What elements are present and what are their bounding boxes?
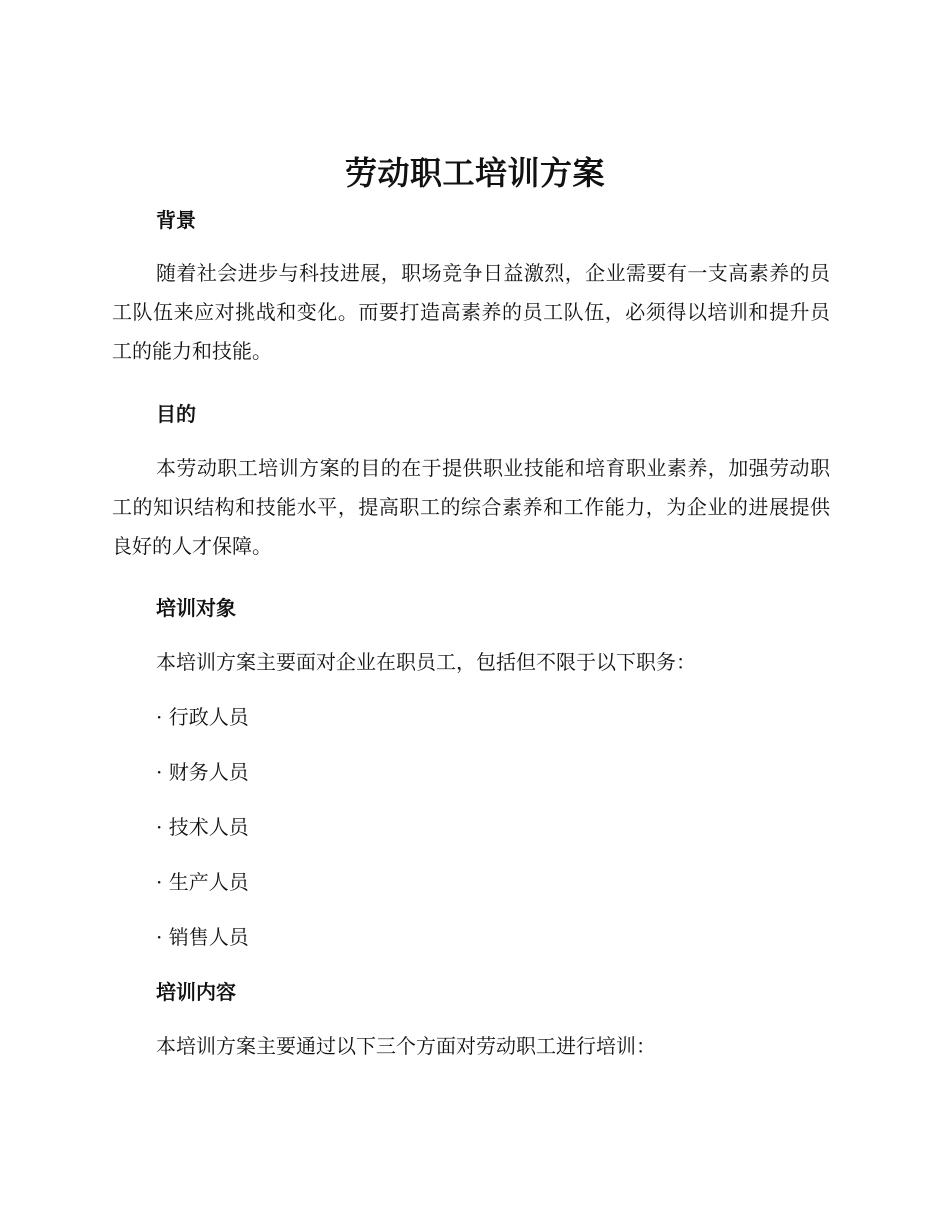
list-item: · 销售人员 bbox=[156, 925, 249, 949]
section-heading-purpose: 目的 bbox=[156, 402, 196, 426]
document-title: 劳动职工培训方案 bbox=[344, 154, 605, 192]
list-item: · 技术人员 bbox=[156, 815, 249, 839]
background-paragraph: 随着社会进步与科技进展，职场竞争日益激烈，企业需要有一支高素养的员工队伍来应对挑战和变化。而要打造高素养的员工队伍，必须得以培训和提升员工的能力和技能。 bbox=[112, 261, 830, 363]
purpose-paragraph: 本劳动职工培训方案的目的在于提供职业技能和培育职业素养，加强劳动职工的知识结构和技能水平，提高职工的综合素养和工作能力，为企业的进展提供良好的人才保障。 bbox=[112, 456, 830, 558]
targets-intro: 本培训方案主要面对企业在职员工，包括但不限于以下职务： bbox=[156, 650, 696, 674]
section-heading-content: 培训内容 bbox=[156, 980, 236, 1004]
section-heading-targets: 培训对象 bbox=[156, 596, 236, 620]
section-heading-background: 背景 bbox=[156, 208, 196, 232]
list-item: · 财务人员 bbox=[156, 760, 249, 784]
content-intro: 本培训方案主要通过以下三个方面对劳动职工进行培训： bbox=[156, 1034, 656, 1058]
list-item: · 生产人员 bbox=[156, 870, 249, 894]
list-item: · 行政人员 bbox=[156, 705, 249, 729]
